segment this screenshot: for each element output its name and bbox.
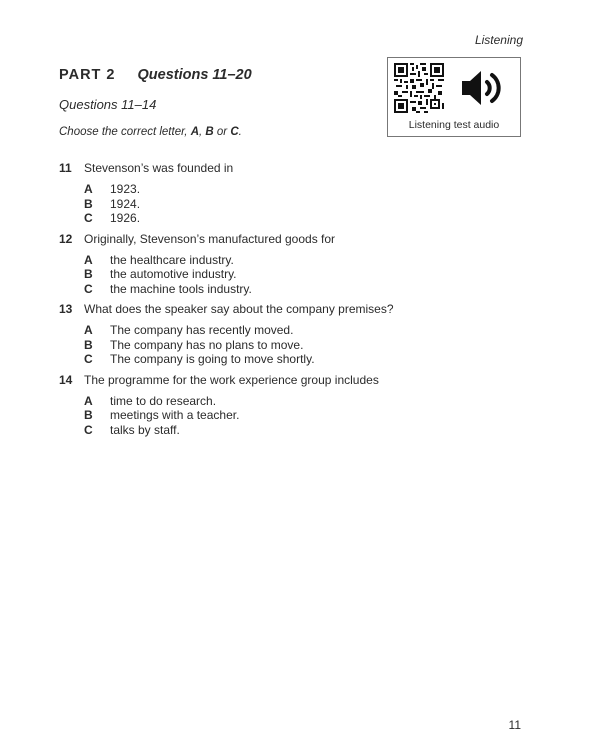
option-text: meetings with a teacher. [110,408,240,422]
question-14 [59,372,539,438]
qr-code-icon[interactable] [394,63,444,113]
option-text: the healthcare industry. [110,252,234,267]
option-letter: A [84,323,93,337]
option-a[interactable] [84,253,539,268]
question-13 [59,301,539,367]
page-number: 11 [508,718,521,732]
part-label: PART 2 [59,67,116,83]
option-b[interactable] [84,338,539,353]
part-heading [59,67,252,83]
question-number: 14 [59,372,73,387]
question-text: Originally, Stevenson’s manufactured goods for [84,231,336,246]
option-letter: C [84,211,93,225]
option-letter: B [84,337,93,352]
option-a[interactable] [84,394,539,409]
option-text: talks by staff. [110,422,180,437]
option-b[interactable] [84,197,539,212]
option-text: time to do research. [110,393,217,408]
option-letter: B [84,196,93,211]
option-text: 1923. [110,182,141,196]
option-text: the automotive industry. [110,267,237,281]
question-number: 12 [59,231,73,246]
option-letter: C [84,352,93,366]
section-label: Listening [474,33,523,47]
option-text: The company has recently moved. [110,323,294,337]
option-a[interactable] [84,323,539,338]
option-letter: A [84,252,93,267]
questions-subheading: Questions 11–14 [59,97,157,112]
option-c[interactable] [84,211,539,226]
question-12 [59,231,539,297]
option-text: 1926. [110,211,141,225]
option-text: The company is going to move shortly. [110,352,315,366]
option-text: the machine tools industry. [110,281,252,296]
questions-list [59,160,539,442]
question-text: The programme for the work experience group includes [84,372,379,387]
question-11 [59,160,539,226]
option-letter: B [84,408,93,422]
question-number: 11 [59,161,72,175]
question-text: Stevenson’s was founded in [84,161,234,175]
option-c[interactable] [84,423,539,438]
question-text: What does the speaker say about the company premises? [84,302,394,316]
option-b[interactable] [84,267,539,282]
option-letter: C [84,281,93,296]
speaker-icon[interactable] [460,68,508,108]
option-text: The company has no plans to move. [110,337,304,352]
option-b[interactable] [84,408,539,423]
option-c[interactable] [84,352,539,367]
option-letter: B [84,267,93,281]
option-letter: C [84,422,93,437]
audio-link-box[interactable] [387,57,521,137]
option-letter: A [84,182,93,196]
audio-caption: Listening test audio [408,119,500,131]
option-letter: A [84,393,93,408]
option-a[interactable] [84,182,539,197]
instruction-text: Choose the correct letter, A, B or C. [59,126,242,138]
question-range: Questions 11–20 [137,67,252,83]
question-number: 13 [59,302,73,316]
option-c[interactable] [84,282,539,297]
option-text: 1924. [110,196,141,211]
